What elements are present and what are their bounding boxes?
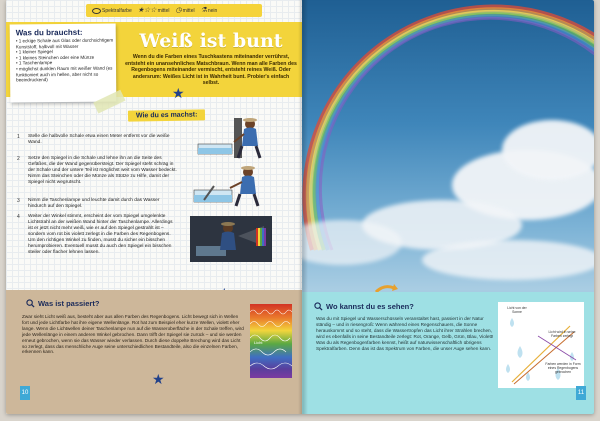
- legend-mittel: ◷ mittel: [175, 7, 195, 14]
- step-number: 4: [17, 214, 20, 220]
- illustration-dark-room-rainbow: [190, 216, 272, 262]
- where-to-see-text: Was du mit Spiegel und Wasserschüsseln veranstaltet hast, passiert in der Natur ständig – und in riesengroß: Wenn während eines Regenschauers, die Sonne herauskommt und so steht, dass die Wassertropfen das Licht ihrer Strahlen brechen, wird es ebenfalls in seine Bestandteile zerlegt: Rot, Orange, Gelb, Grün, Blau, Violett! Was du als Regenbogenfarben kennst, heißt auf naturwissenschaftlich übrigens Spektralfarben. Denn das ist das Spektrum von Farben, die unser Auge sehen kann.: [316, 316, 494, 351]
- intro-text: Wenn du die Farben eines Tuschkastens miteinander verrührst, entsteht ein unansehnliches Matschbraun. Wenn man alle Farben des Regenbogens miteinander vermischt, entsteht reines Weiß. Oder andersrum: Weißes Licht ist in Wahrheit bunt. Probier's einfach selbst.: [125, 54, 297, 87]
- star-rating-icon: ★☆☆: [137, 7, 157, 14]
- star-icon: ★: [152, 371, 165, 387]
- flask-icon: ⚗: [200, 7, 207, 14]
- step-2: [17, 156, 178, 186]
- where-to-see-heading: [314, 302, 414, 311]
- book-gutter: [298, 0, 308, 414]
- cloud: [502, 120, 594, 180]
- explanation-heading-text: Was ist passiert?: [38, 299, 100, 308]
- star-icon: ★: [172, 85, 185, 101]
- diagram-label-colors: Licht wird in seine Farben zerlegt: [548, 330, 576, 338]
- light-wave-lines: [250, 304, 292, 378]
- magnifier-icon: [314, 302, 323, 311]
- list-item: • möglichst dunklen Raum mit weißer Wand (es funktioniert auch im hellen, aber nicht so beeindruckend): [16, 66, 114, 84]
- book-spread: [6, 0, 594, 414]
- difficulty-legend: [86, 4, 262, 17]
- diagram-label-sun: Licht von der Sonne: [507, 306, 527, 314]
- raindrop-diagram: [498, 302, 584, 388]
- step-number: 2: [17, 156, 20, 162]
- illustration-boy-with-mirror: [190, 162, 272, 208]
- eye-icon: [92, 8, 101, 14]
- left-page: [6, 0, 302, 414]
- list-item: • 1 kleiner Spiegel: [16, 49, 114, 55]
- step-4: [17, 214, 178, 256]
- step-3: [17, 198, 178, 210]
- legend-spectrum: Spektralfarbe: [92, 8, 132, 14]
- howto-heading: Wie du es machst:: [128, 109, 206, 121]
- list-item: • 1 eckige Schale aus Glas oder durchsichtigem Kunststoff, halbvoll mit Wasser: [16, 38, 114, 50]
- illustration-boy-with-bowl: [190, 114, 272, 160]
- step-text: Weiter der Winkel stimmt, erscheint der vom Spiegel umgelenkte Lichtstrahl an der weißen Wand hinter der Taschenlampe. Allerdings ist er jetzt nicht mehr weiß, wie er auf den Spiegel gestrahlt ist – sondern vom rot bis violett zerlegt in die Farben des Regenbogens. Um den richtigen Winkel zu finden, musst du sicher ein bisschen herumprobieren. Eventuell musst du auch den Spiegel ein bisschen steiler oder flacher lehnen lassen.: [28, 214, 173, 255]
- step-text: Setze den Spiegel in die Schale und lehne ihn an die Seite des Gefäßes, die der Wand gegenübersteigt. Der Spiegel steht schräg in der Schale und der untere Teil ist möglichst weit vom Wasser bedeckt. Nimm das Steinchen oder die Münze als Stütze zu Hilfe, damit der Spiegel nicht wegrutscht.: [28, 156, 177, 185]
- cloud: [422, 240, 594, 280]
- step-number: 3: [17, 198, 20, 204]
- page-title: Weiß ist bunt: [139, 30, 283, 52]
- spectrum-graphic: [250, 304, 292, 378]
- explanation-text: Zwar sieht Licht weiß aus, besteht aber aus allen Farben des Regenbogens. Licht bewegt sich in Wellen fort und jede Lichtfarbe hat ihre eigene Wellenlänge. Rot hat zum Beispiel eher kurze Wellen, violett eher lange. Wenn die Lichtwellen deiner Taschenlampe nun auf die Wasseroberfläche in der Schale treffen, wird jede Wellenlänge in einem anderen Winkel gebrochen. Dann trifft der Spiegel sie zurück – und sie werden erneut gebrochen, wenn sie das Wasser wieder verlassen. Durch diese doppelte Brechung wird das Licht so zerlegt, dass das menschliche Auge seine unterschiedlichen Bestandteile, also die einzelnen Farben, erkennen kann.: [22, 314, 244, 355]
- list-item: • 1 Taschenlampe: [16, 60, 114, 66]
- page-number-left: 10: [20, 386, 30, 400]
- diagram-label-drops: Farben werden in Form eines Regenbogens gebrochen: [545, 362, 581, 374]
- raindrops-figure: [498, 302, 584, 388]
- page-number-right: 11: [576, 386, 586, 400]
- list-item: • 1 kleines Steinchen oder eine Münze: [16, 54, 114, 60]
- where-to-see-heading-text: Wo kannst du es sehen?: [326, 302, 414, 311]
- materials-list: [16, 38, 114, 84]
- materials-note: [10, 24, 117, 103]
- materials-heading: Was du brauchst:: [15, 27, 83, 38]
- right-page: [302, 0, 594, 414]
- clock-icon: ◷: [175, 7, 182, 14]
- magnifier-icon: [26, 299, 35, 308]
- explanation-heading: [22, 298, 103, 309]
- spectrum-label: Licht: [254, 340, 263, 345]
- step-1: [17, 134, 178, 146]
- step-number: 1: [17, 134, 20, 140]
- tape-strip: [93, 90, 125, 114]
- legend-medium: ★☆☆ mittel: [137, 7, 170, 14]
- step-text: Stelle die halbvolle Schale etwa einen Meter entfernt vor die weiße Wand.: [28, 134, 170, 145]
- step-text: Nimm die Taschenlampe und leuchte damit durch das Wasser hindurch auf den Spiegel.: [28, 198, 160, 209]
- legend-danger: ⚗ nein: [200, 7, 218, 14]
